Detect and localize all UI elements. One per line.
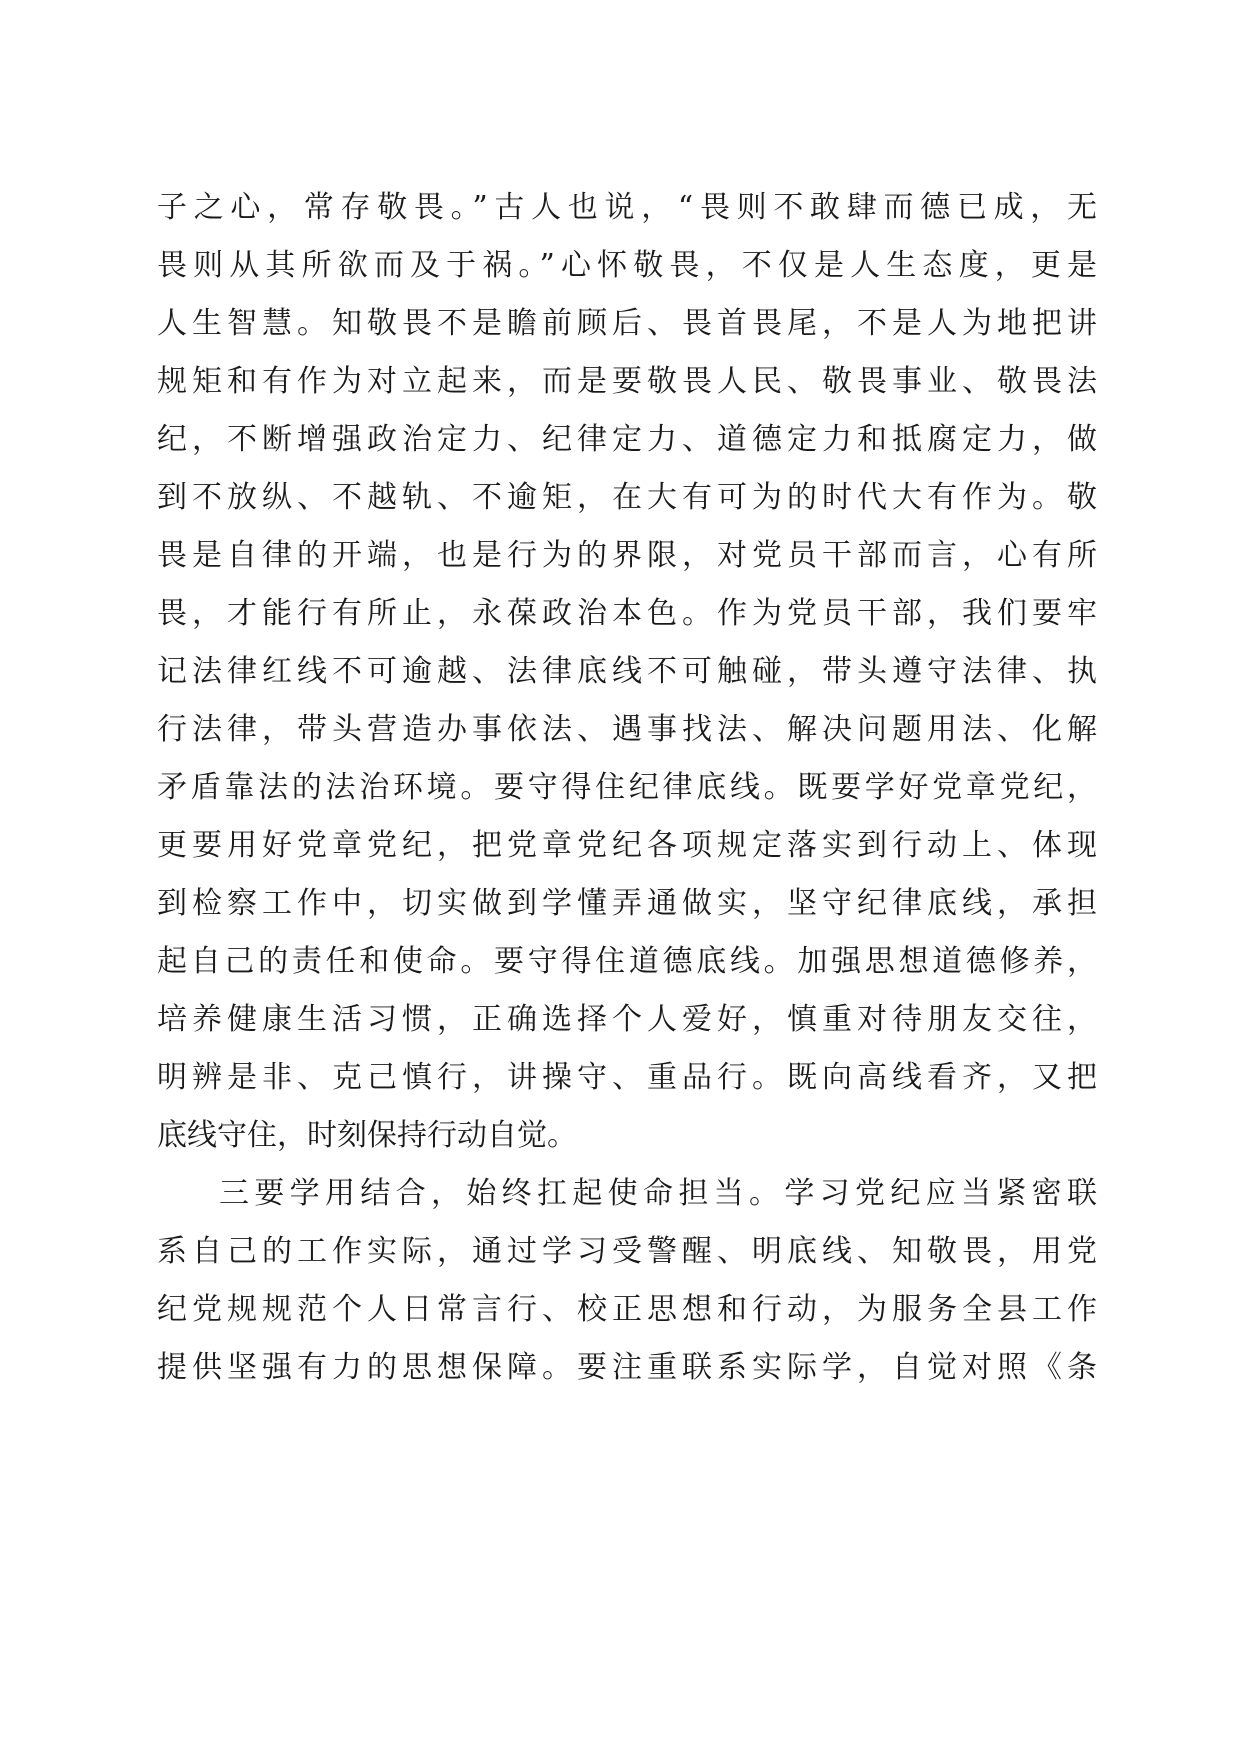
text-line: 到检察工作中，切实做到学懂弄通做实，坚守纪律底线，承担 — [157, 886, 1097, 921]
text-line: 子之心，常存敬畏。”古人也说，“畏则不敢肆而德已成，无 — [157, 190, 1097, 225]
text-line: 明辨是非、克己慎行，讲操守、重品行。既向高线看齐，又把 — [157, 1060, 1097, 1095]
text-line: 系自己的工作实际，通过学习受警醒、明底线、知敬畏，用党 — [157, 1234, 1097, 1269]
text-line: 培养健康生活习惯，正确选择个人爱好，慎重对待朋友交往， — [157, 1002, 1097, 1037]
paragraph-end-line: 底线守住，时刻保持行动自觉。 — [157, 1118, 577, 1153]
text-line: 畏，才能行有所止，永葆政治本色。作为党员干部，我们要牢 — [157, 596, 1097, 631]
text-line: 畏是自律的开端，也是行为的界限，对党员干部而言，心有所 — [157, 538, 1097, 573]
text-line: 纪，不断增强政治定力、纪律定力、道德定力和抵腐定力，做 — [157, 422, 1097, 457]
text-line: 纪党规规范个人日常言行、校正思想和行动，为服务全县工作 — [157, 1292, 1097, 1327]
paragraph-first-line: 三要学用结合，始终扛起使命担当。学习党纪应当紧密联 — [219, 1176, 1097, 1211]
text-line: 行法律，带头营造办事依法、遇事找法、解决问题用法、化解 — [157, 712, 1097, 747]
text-line: 更要用好党章党纪，把党章党纪各项规定落实到行动上、体现 — [157, 828, 1097, 863]
text-line: 记法律红线不可逾越、法律底线不可触碰，带头遵守法律、执 — [157, 654, 1097, 689]
text-line: 人生智慧。知敬畏不是瞻前顾后、畏首畏尾，不是人为地把讲 — [157, 306, 1097, 341]
text-line: 起自己的责任和使命。要守得住道德底线。加强思想道德修养， — [157, 944, 1097, 979]
text-line: 畏则从其所欲而及于祸。”心怀敬畏，不仅是人生态度，更是 — [157, 248, 1097, 283]
text-line: 矛盾靠法的法治环境。要守得住纪律底线。既要学好党章党纪， — [157, 770, 1097, 805]
text-line: 规矩和有作为对立起来，而是要敬畏人民、敬畏事业、敬畏法 — [157, 364, 1097, 399]
text-line: 到不放纵、不越轨、不逾矩，在大有可为的时代大有作为。敬 — [157, 480, 1097, 515]
text-line: 提供坚强有力的思想保障。要注重联系实际学，自觉对照《条 — [157, 1350, 1097, 1385]
